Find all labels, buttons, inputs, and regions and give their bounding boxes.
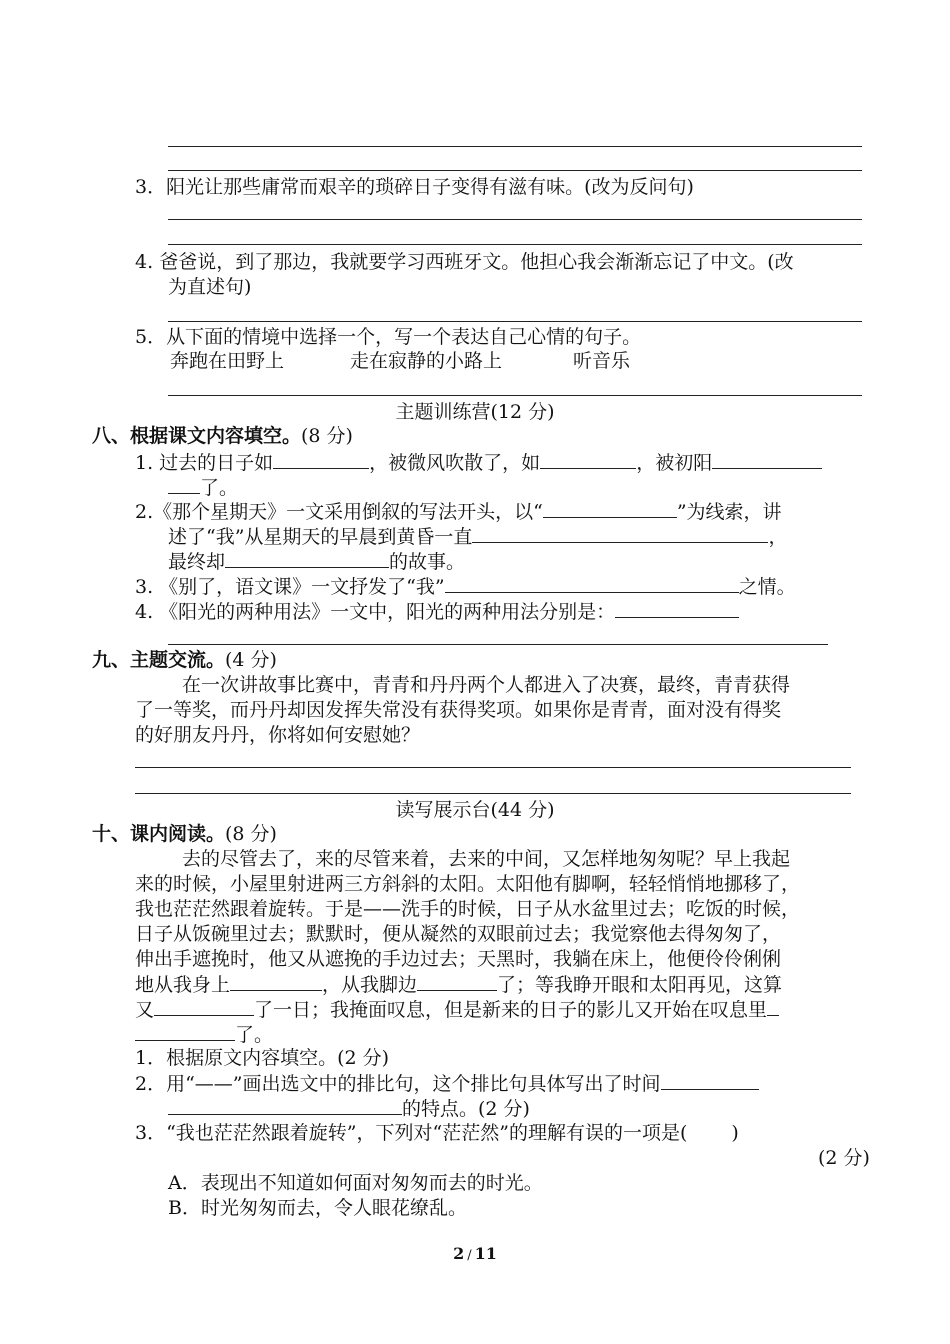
question-8-2-cont: 述了“我”从星期天的早晨到黄昏一直 ，	[168, 523, 787, 549]
question-10-2-cont: 的特点。(2 分)	[168, 1095, 530, 1121]
section-score: (4 分)	[225, 649, 277, 671]
prompt-paragraph-line: 在一次讲故事比赛中，青青和丹丹两个人都进入了决赛，最终，青青获得	[182, 674, 791, 696]
blank[interactable]	[615, 598, 739, 618]
question-10-3-score: (2 分)	[818, 1147, 870, 1169]
blank[interactable]	[135, 1021, 235, 1041]
section-8-heading	[92, 424, 353, 448]
question-8-2: 2.《那个星期天》一文采用倒叙的写法开头，以“ ”为线索，讲	[135, 498, 782, 524]
blank[interactable]	[712, 449, 822, 469]
question-10-1: 1．根据原文内容填空。(2 分)	[135, 1047, 390, 1069]
question-text: 爸爸说，到了那边，我就要学习西班牙文。他担心我会渐渐忘记了中文。(改	[159, 251, 794, 273]
blank[interactable]	[417, 971, 497, 991]
question-7-4-cont: 为直述句)	[168, 276, 252, 298]
prompt-paragraph-line: 的好朋友丹丹，你将如何安慰她？	[135, 724, 421, 746]
question-number: 5．	[135, 326, 167, 348]
answer-line[interactable]	[168, 244, 862, 245]
section-score: (8 分)	[301, 425, 353, 447]
answer-line[interactable]	[168, 644, 828, 645]
blank[interactable]	[168, 1095, 402, 1115]
blank[interactable]	[168, 474, 200, 494]
blank[interactable]	[445, 573, 739, 593]
option-scenario-2: 走在寂静的小路上	[350, 350, 503, 372]
question-10-3: 3．“我也茫茫然跟着旋转”，下列对“茫茫然”的理解有误的一项是( )	[135, 1122, 739, 1144]
answer-line[interactable]	[168, 395, 862, 396]
section-title: 八、根据课文内容填空。	[92, 425, 302, 447]
blank[interactable]	[767, 996, 779, 1016]
passage-line: 又 了一日；我掩面叹息，但是新来的日子的影儿又开始在叹息里	[135, 996, 779, 1022]
blank[interactable]	[230, 971, 322, 991]
question-text: 阳光让那些庸常而艰辛的琐碎日子变得有滋有味。(改为反问句)	[166, 176, 694, 198]
blank[interactable]	[661, 1070, 759, 1090]
question-number: 3．	[135, 176, 167, 198]
answer-line[interactable]	[168, 219, 862, 220]
section-title: 十、课内阅读。	[92, 823, 226, 845]
answer-line[interactable]	[135, 767, 851, 768]
question-10-2: 2．用“——”画出选文中的排比句，这个排比句具体写出了时间	[135, 1070, 759, 1096]
section-title: 九、主题交流。	[92, 649, 226, 671]
question-8-1: 1. 过去的日子如 ，被微风吹散了，如 ，被初阳	[135, 449, 822, 475]
passage-line: 了。	[135, 1021, 273, 1047]
section-10-heading	[92, 822, 277, 846]
question-7-4	[135, 250, 794, 274]
option-a[interactable]: A．表现出不知道如何面对匆匆而去的时光。	[168, 1172, 543, 1194]
question-text: 从下面的情境中选择一个，写一个表达自己心情的句子。	[166, 326, 642, 348]
section-score: (8 分)	[225, 823, 277, 845]
answer-line[interactable]	[168, 146, 862, 147]
blank[interactable]	[472, 523, 768, 543]
part-title-theme: 主题训练营(12 分)	[395, 401, 555, 423]
blank[interactable]	[273, 449, 369, 469]
section-9-heading	[92, 648, 277, 672]
part-title-read-write: 读写展示台(44 分)	[395, 799, 555, 821]
answer-line[interactable]	[168, 321, 862, 322]
option-scenario-3: 听音乐	[573, 350, 631, 372]
question-8-3: 3. 《别了，语文课》一文抒发了“我” 之情。	[135, 573, 796, 599]
passage-line: 去的尽管去了，来的尽管来着，去来的中间，又怎样地匆匆呢？早上我起	[182, 848, 791, 870]
passage-line: 伸出手遮挽时，他又从遮挽的手边过去；天黑时，我躺在床上，他便伶伶俐俐	[135, 948, 782, 970]
question-number: 4.	[135, 251, 154, 273]
passage-line: 来的时候，小屋里射进两三方斜斜的太阳。太阳他有脚啊，轻轻悄悄地挪移了，	[135, 873, 801, 895]
passage-line: 地从我身上 ，从我脚边 了；等我睁开眼和太阳再见，这算	[135, 971, 782, 997]
page-number: 2 / 11	[453, 1244, 497, 1263]
question-8-1-cont: 了。	[168, 474, 238, 500]
passage-line: 我也茫茫然跟着旋转。于是——洗手的时候，日子从水盆里过去；吃饭的时候，	[135, 898, 801, 920]
blank[interactable]	[225, 548, 389, 568]
option-scenario-1: 奔跑在田野上	[170, 350, 285, 372]
passage-line: 日子从饭碗里过去；默默时，便从凝然的双眼前过去；我觉察他去得匆匆了，	[135, 923, 782, 945]
option-b[interactable]: B．时光匆匆而去，令人眼花缭乱。	[168, 1197, 467, 1219]
blank[interactable]	[154, 996, 254, 1016]
answer-line[interactable]	[135, 793, 851, 794]
question-7-5	[135, 325, 641, 349]
question-8-4: 4. 《阳光的两种用法》一文中，阳光的两种用法分别是：	[135, 598, 739, 624]
answer-line[interactable]	[168, 170, 862, 171]
question-8-2-cont2: 最终却 的故事。	[168, 548, 465, 574]
prompt-paragraph-line: 了一等奖，而丹丹却因发挥失常没有获得奖项。如果你是青青，面对没有得奖	[135, 699, 782, 721]
blank[interactable]	[540, 449, 636, 469]
blank[interactable]	[543, 498, 677, 518]
question-7-3	[135, 175, 694, 199]
